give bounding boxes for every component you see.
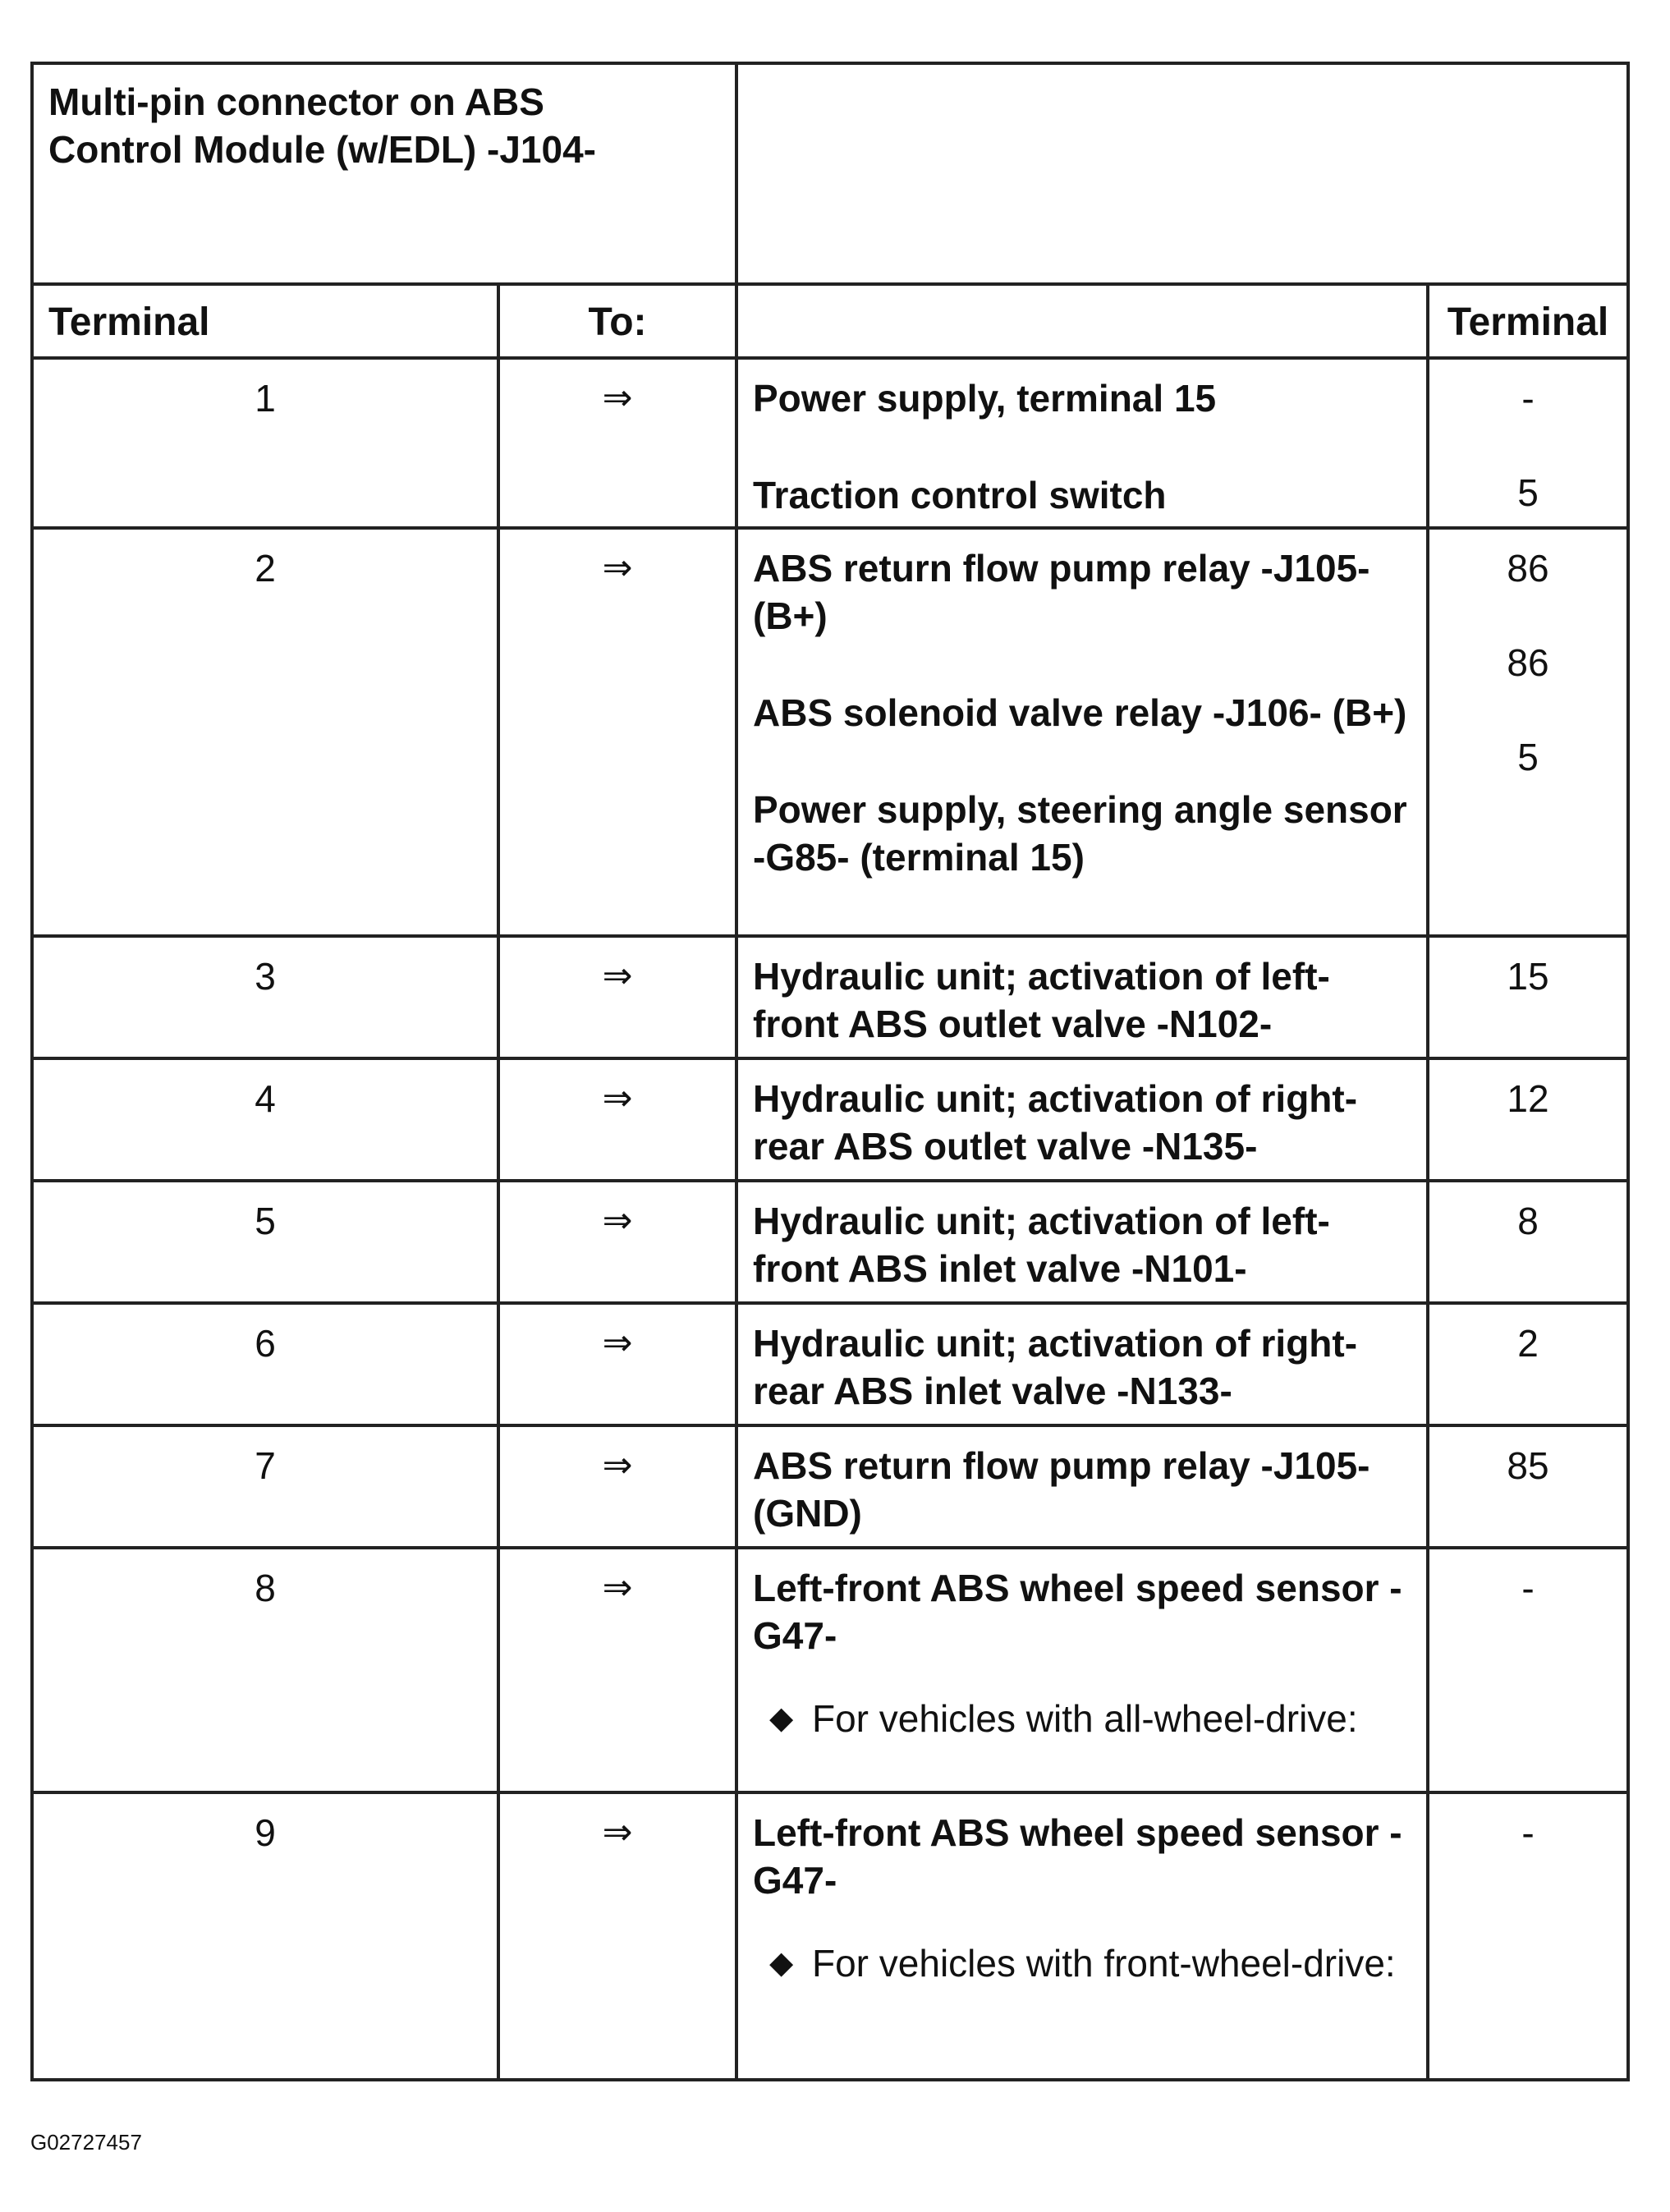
target-terminal: 15 (1507, 955, 1549, 998)
description-text: Hydraulic unit; activation of right-rear ABS inlet valve -N133- (753, 1322, 1358, 1412)
note-text: For vehicles with all-wheel-drive: (812, 1697, 1358, 1740)
arrow-icon: ⇒ (500, 1794, 738, 2078)
arrow-icon: ⇒ (500, 1549, 738, 1791)
terminal-number: 1 (34, 360, 500, 526)
note-text: For vehicles with front-wheel-drive: (812, 1942, 1396, 1985)
title-row (34, 65, 1626, 282)
description-cell (738, 1182, 1429, 1301)
target-terminal-cell (1429, 1060, 1626, 1179)
terminal-number: 4 (34, 1060, 500, 1179)
table-row (34, 356, 1626, 526)
target-terminal-cell (1429, 530, 1626, 934)
target-terminal: - (1521, 1567, 1535, 1609)
arrow-icon: ⇒ (500, 1182, 738, 1301)
terminal-number: 6 (34, 1305, 500, 1424)
target-terminal: 85 (1507, 1444, 1549, 1487)
arrow-icon: ⇒ (500, 938, 738, 1057)
table-row (34, 1546, 1626, 1791)
header-row (34, 282, 1626, 356)
target-terminal: - (1521, 377, 1535, 420)
description-cell (738, 1794, 1429, 2078)
description-text: Hydraulic unit; activation of right-rear ABS outlet valve -N135- (753, 1077, 1358, 1168)
terminal-number: 9 (34, 1794, 500, 2078)
table-row (34, 1179, 1626, 1301)
table-row (34, 1301, 1626, 1424)
description-text: ABS return flow pump relay -J105- (GND) (753, 1444, 1370, 1535)
arrow-icon: ⇒ (500, 360, 738, 526)
table-row (34, 526, 1626, 934)
title-cell (34, 65, 738, 282)
header-to: To: (500, 286, 738, 356)
target-terminal-cell (1429, 1549, 1626, 1791)
note (753, 1940, 1415, 1986)
target-terminal-cell (1429, 360, 1626, 526)
description-text: Traction control switch (753, 474, 1167, 516)
arrow-icon: ⇒ (500, 530, 738, 934)
table-title: Multi-pin connector on ABS Control Module (w/EDL) -J104- (48, 80, 596, 171)
terminal-number: 7 (34, 1427, 500, 1546)
description-text: Left-front ABS wheel speed sensor -G47- (753, 1811, 1402, 1902)
diamond-bullet-icon: ◆ (769, 1946, 794, 1980)
description-cell (738, 938, 1429, 1057)
table-row (34, 1424, 1626, 1546)
description-text: Power supply, terminal 15 (753, 377, 1217, 420)
description-cell (738, 1427, 1429, 1546)
header-terminal: Terminal (34, 286, 500, 356)
table-row (34, 1791, 1626, 2078)
table-row (34, 1057, 1626, 1179)
arrow-icon: ⇒ (500, 1427, 738, 1546)
description-text: Left-front ABS wheel speed sensor -G47- (753, 1567, 1402, 1657)
target-terminal: 2 (1517, 1322, 1539, 1365)
target-terminal-cell (1429, 1427, 1626, 1546)
table-row (34, 934, 1626, 1057)
description-text: ABS solenoid valve relay -J106- (B+) (753, 691, 1407, 734)
terminal-number: 5 (34, 1182, 500, 1301)
note (753, 1696, 1415, 1742)
terminal-number: 2 (34, 530, 500, 934)
description-text: Hydraulic unit; activation of left-front ABS inlet valve -N101- (753, 1200, 1330, 1290)
description-text: ABS return flow pump relay -J105- (B+) (753, 547, 1370, 637)
header-description (738, 286, 1429, 356)
connector-table (30, 62, 1630, 2081)
description-cell (738, 1305, 1429, 1424)
description-text: Hydraulic unit; activation of left-front ABS outlet valve -N102- (753, 955, 1330, 1045)
description-cell (738, 360, 1429, 526)
target-terminal-cell (1429, 938, 1626, 1057)
description-cell (738, 530, 1429, 934)
target-terminal: 12 (1507, 1077, 1549, 1120)
diamond-bullet-icon: ◆ (769, 1701, 794, 1736)
target-terminal: 5 (1517, 471, 1539, 514)
target-terminal-cell (1429, 1305, 1626, 1424)
terminal-number: 3 (34, 938, 500, 1057)
terminal-number: 8 (34, 1549, 500, 1791)
target-terminal: 5 (1517, 736, 1539, 778)
arrow-icon: ⇒ (500, 1305, 738, 1424)
target-terminal: - (1521, 1811, 1535, 1854)
target-terminal-cell (1429, 1794, 1626, 2078)
description-cell (738, 1060, 1429, 1179)
figure-code: G02727457 (30, 2130, 142, 2155)
description-text: Power supply, steering angle sensor -G85- (terminal 15) (753, 788, 1407, 879)
title-blank-cell (738, 65, 1626, 282)
header-terminal-right: Terminal (1447, 301, 1609, 344)
target-terminal: 86 (1507, 547, 1549, 590)
target-terminal: 8 (1517, 1200, 1539, 1242)
arrow-icon: ⇒ (500, 1060, 738, 1179)
target-terminal: 86 (1507, 641, 1549, 684)
description-cell (738, 1549, 1429, 1791)
target-terminal-cell (1429, 1182, 1626, 1301)
